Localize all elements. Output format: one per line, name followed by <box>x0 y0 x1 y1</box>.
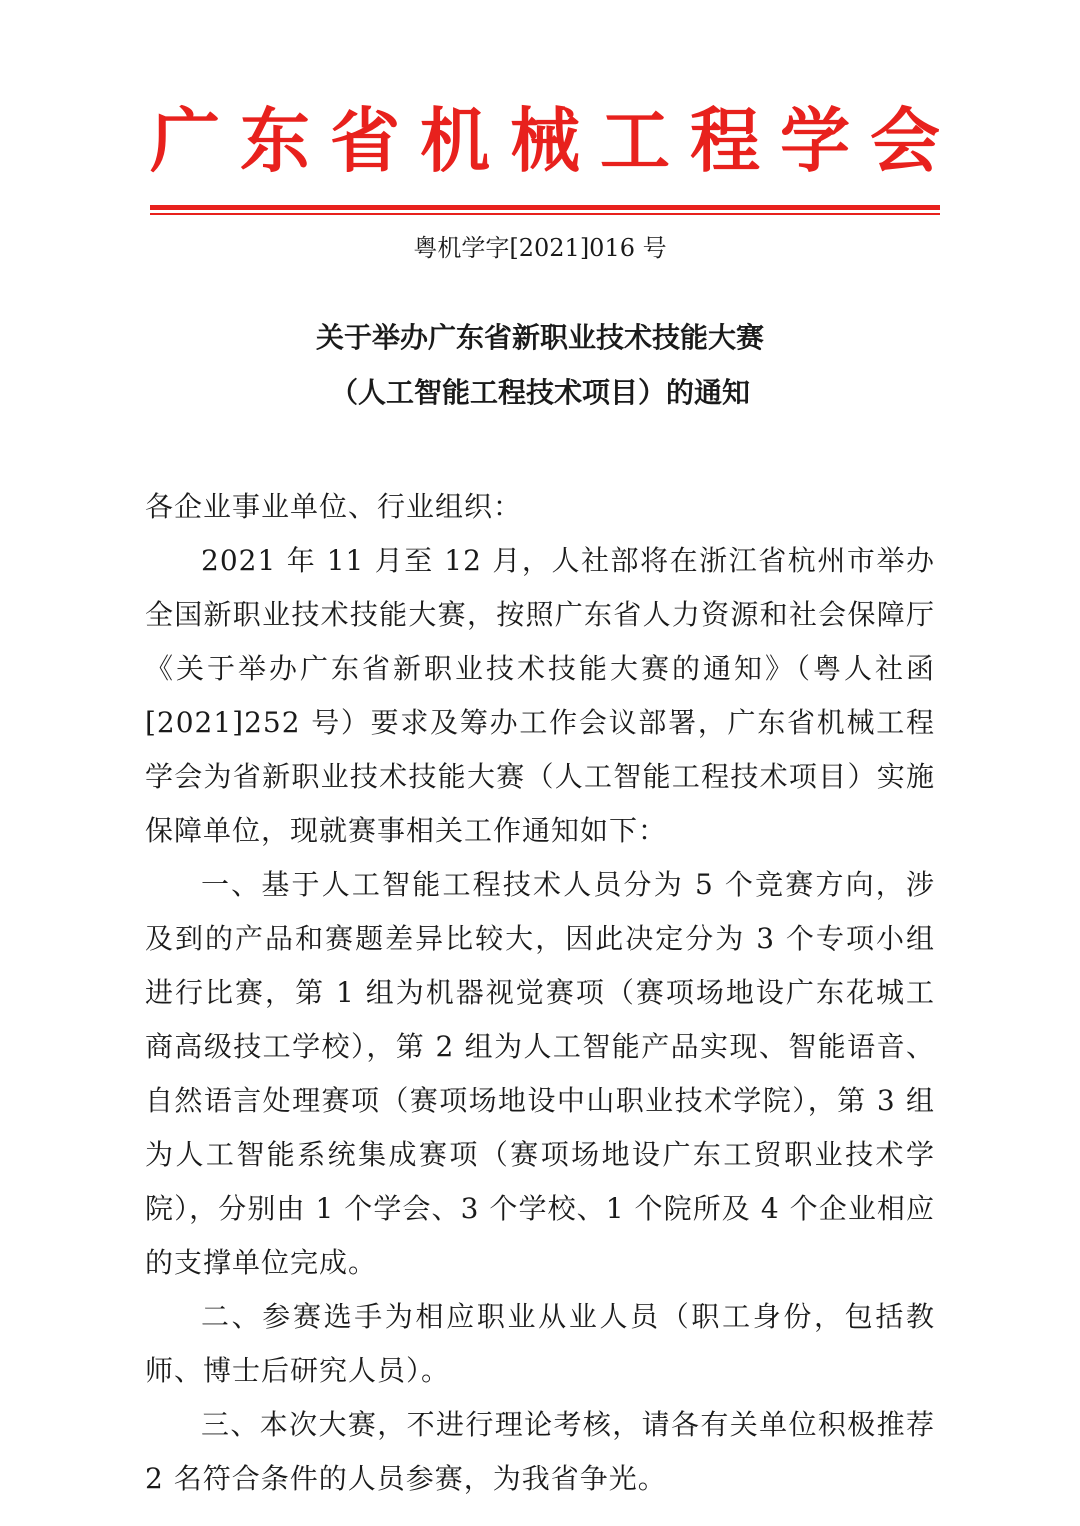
item-2-paragraph: 二、参赛选手为相应职业从业人员（职工身份，包括教师、博士后研究人员）。 <box>145 1300 935 1387</box>
intro-paragraph: 2021 年 11 月至 12 月，人社部将在浙江省杭州市举办全国新职业技术技能大赛，按照广东省人力资源和社会保障厅《关于举办广东省新职业技术技能大赛的通知》（粤人社函[2021]252 号）要求及筹办工作会议部署，广东省机械工程学会为省新职业技术技能大赛（人工智能工程技术项目）实施保障单位，现就赛事相关工作通知如下： <box>145 544 935 847</box>
letterhead-org-name <box>150 96 940 186</box>
item-1-paragraph: 一、基于人工智能工程技术人员分为 5 个竞赛方向，涉及到的产品和赛题差异比较大，因此决定分为 3 个专项小组进行比赛，第 1 组为机器视觉赛项（赛项场地设广东花城工商高级技工学校），第 2 组为人工智能产品实现、智能语音、自然语言处理赛项（赛项场地设中山职业技术学院），第 3 组为人工智能系统集成赛项（赛项场地设广东工贸职业技术学院），分别由 1 个学会、3 个学校、1 个院所及 4 个企业相应的支撑单位完成。 <box>145 868 935 1279</box>
letterhead-char: 广 <box>150 100 220 182</box>
letterhead-char: 学 <box>780 100 850 182</box>
document-number: 粤机学字[2021]016 号 <box>413 234 667 262</box>
letterhead-char: 械 <box>510 100 580 182</box>
item-3-paragraph: 三、本次大赛，不进行理论考核，请各有关单位积极推荐 2 名符合条件的人员参赛，为我省争光。 <box>145 1408 935 1495</box>
letterhead-char: 程 <box>690 100 760 182</box>
letterhead-divider-thin <box>150 213 940 215</box>
letterhead-divider-thick <box>150 205 940 210</box>
letterhead-char: 东 <box>240 100 310 182</box>
salutation: 各企业事业单位、行业组织： <box>145 490 523 523</box>
document-title-line-1: 关于举办广东省新职业技术技能大赛 <box>315 321 764 354</box>
letterhead-char: 会 <box>870 100 940 182</box>
letterhead-char: 机 <box>420 100 490 182</box>
document-title-line-2: （人工智能工程技术项目）的通知 <box>329 376 750 409</box>
document-body <box>145 480 935 1506</box>
letterhead-char: 工 <box>600 100 670 182</box>
letterhead-char: 省 <box>330 100 400 182</box>
